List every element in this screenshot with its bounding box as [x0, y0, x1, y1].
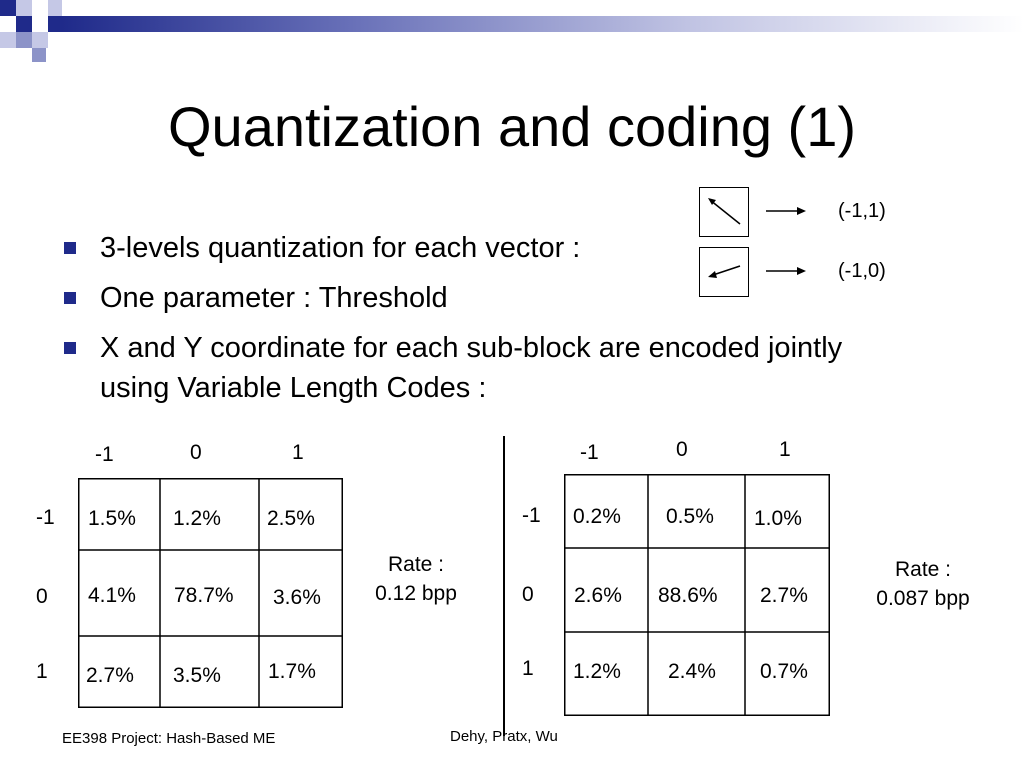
footer-left: EE398 Project: Hash-Based ME: [62, 730, 276, 747]
decor-square: [32, 16, 48, 32]
col-header: 0: [190, 441, 202, 464]
decor-square: [48, 0, 62, 16]
slide-title: Quantization and coding (1): [168, 95, 856, 158]
diagonal-vector-icon: [700, 188, 750, 238]
table-cell: 2.7%: [86, 664, 134, 687]
footer-center: Dehy, Pratx, Wu: [450, 728, 558, 745]
decor-square: [0, 32, 16, 48]
table-cell: 0.2%: [573, 505, 621, 528]
table-cell: 3.6%: [273, 586, 321, 609]
bullet-item: [62, 328, 900, 408]
bullet-square-icon: [64, 242, 76, 254]
decor-square: [16, 32, 32, 48]
row-header: 1: [36, 660, 48, 683]
row-header: 1: [522, 657, 534, 680]
table-cell: 4.1%: [88, 584, 136, 607]
bullet-item: [62, 278, 902, 318]
rate-label: [858, 555, 988, 613]
rate-label: [360, 550, 472, 608]
col-header: 0: [676, 438, 688, 461]
table-cell: 0.7%: [760, 660, 808, 683]
vertical-divider: [503, 436, 505, 736]
rate-label-text: Rate :: [894, 558, 952, 581]
table-cell: 78.7%: [174, 584, 234, 607]
table-cell: 2.6%: [574, 584, 622, 607]
table-cell: 1.0%: [754, 507, 802, 530]
col-header: 1: [779, 438, 791, 461]
bullet-text: X and Y coordinate for each sub-block are encoded jointly using Variable Length Codes :: [100, 332, 843, 404]
bullet-text: One parameter : Threshold: [100, 282, 448, 314]
vector-box-diagonal: [699, 187, 749, 237]
bullet-square-icon: [64, 292, 76, 304]
vector-label: (-1,0): [838, 260, 886, 282]
bullet-list: [62, 228, 902, 418]
decor-square: [32, 32, 48, 48]
bullet-square-icon: [64, 342, 76, 354]
left-vector-icon: [700, 248, 750, 298]
decor-square: [0, 0, 16, 16]
col-header: 1: [292, 441, 304, 464]
table-cell: 1.2%: [173, 507, 221, 530]
row-header: -1: [36, 506, 55, 529]
rate-value: 0.12 bpp: [375, 582, 457, 605]
table-cell: 88.6%: [658, 584, 718, 607]
vector-label: (-1,1): [838, 200, 886, 222]
arrow-right-icon: [766, 205, 806, 217]
decor-square: [16, 16, 32, 32]
table-cell: 2.7%: [760, 584, 808, 607]
row-header: 0: [36, 585, 48, 608]
vector-box-horizontal: [699, 247, 749, 297]
row-header: -1: [522, 504, 541, 527]
rate-value: 0.087 bpp: [876, 587, 970, 610]
table-cell: 1.7%: [268, 660, 316, 683]
bullet-item: [62, 228, 902, 268]
table-cell: 1.2%: [573, 660, 621, 683]
col-header: -1: [95, 443, 114, 466]
header-gradient-bar: [62, 16, 1024, 32]
bullet-text: 3-levels quantization for each vector :: [100, 232, 581, 264]
rate-label-text: Rate :: [387, 553, 445, 576]
table-cell: 1.5%: [88, 507, 136, 530]
table-cell: 2.5%: [267, 507, 315, 530]
row-header: 0: [522, 583, 534, 606]
decor-square: [32, 48, 46, 62]
table-cell: 0.5%: [666, 505, 714, 528]
col-header: -1: [580, 441, 599, 464]
decor-square: [16, 0, 32, 16]
decor-square: [48, 16, 62, 32]
arrow-right-icon: [766, 265, 806, 277]
table-cell: 3.5%: [173, 664, 221, 687]
table-cell: 2.4%: [668, 660, 716, 683]
